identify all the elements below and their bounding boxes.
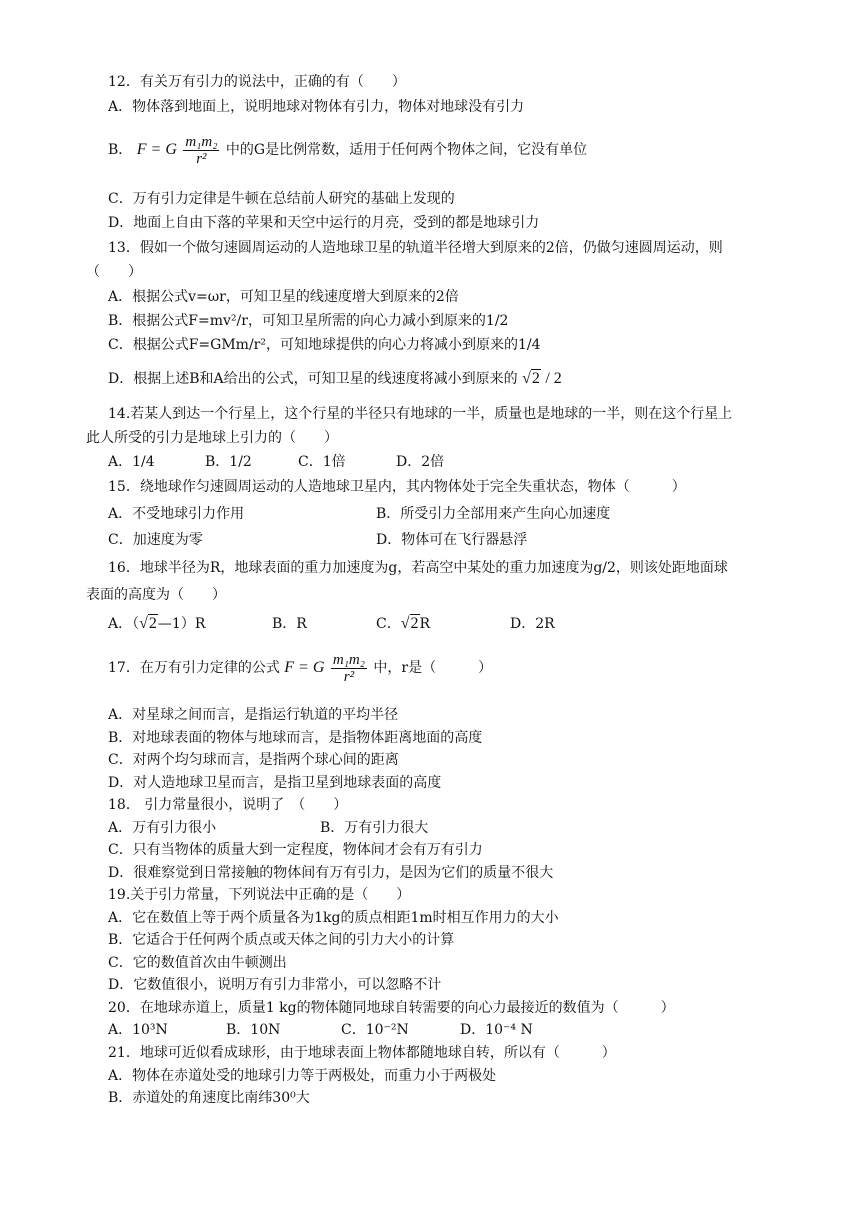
q16-option-c-label: C． — [376, 616, 401, 632]
q16-option-c-radicand: 2 — [410, 615, 419, 632]
q20-option-d: D．10⁻⁴ N — [460, 1022, 533, 1038]
q18-option-a: A．万有引力很小 — [108, 820, 217, 836]
q17-option-c: C．对两个均匀球而言，是指两个球心间的距离 — [108, 752, 399, 768]
q12-option-b-text: 中的G是比例常数，适用于任何两个物体之间，它没有单位 — [225, 142, 588, 158]
q18-option-b: B．万有引力很大 — [320, 820, 429, 836]
q19-option-c: C．它的数值首次由牛顿测出 — [108, 955, 287, 971]
q16-stem: 16．地球半径为R，地球表面的重力加速度为g，若高空中某处的重力加速度为g/2，则该处距地面球 — [108, 560, 728, 576]
q17-stem — [108, 646, 492, 690]
q14-stem: 14.若某人到达一个行星上，这个行星的半径只有地球的一半，质量也是地球的一半，则在这个行星上 — [108, 406, 733, 422]
q17-formula-lhs: F = G — [284, 659, 325, 676]
q12-formula-fraction — [183, 134, 219, 167]
q20-option-b: B．10N — [226, 1022, 281, 1038]
q13-stem-cont: （ ） — [86, 264, 142, 280]
q15-option-c: C．加速度为零 — [108, 532, 203, 548]
q16-option-b: B．R — [272, 616, 307, 632]
q16-option-d: D．2R — [510, 616, 555, 632]
q19-stem: 19.关于引力常量，下列说法中正确的是（ ） — [108, 887, 411, 903]
q16-stem-cont: 表面的高度为（ ） — [86, 587, 226, 603]
q17-formula-numerator: m₁m₂ — [332, 651, 365, 668]
q21-stem: 21．地球可近似看成球形，由于地球表面上物体都随地球自转，所以有（ ） — [108, 1045, 616, 1061]
q12-option-a: A．物体落到地面上，说明地球对物体有引力，物体对地球没有引力 — [108, 99, 525, 115]
q15-option-a: A．不受地球引力作用 — [108, 506, 245, 522]
q17-option-a: A．对星球之间而言，是指运行轨道的平均半径 — [108, 707, 399, 723]
q20-option-a: A．10³N — [108, 1022, 168, 1038]
q18-stem: 18． 引力常量很小，说明了 （ ） — [108, 797, 348, 813]
q13-sqrt: √2 — [522, 370, 540, 387]
q18-option-c: C．只有当物体的质量大到一定程度，物体间才会有万有引力 — [108, 842, 483, 858]
q14-option-d: D．2倍 — [396, 454, 445, 470]
q12-formula-numerator: m₁m₂ — [185, 133, 218, 150]
q12-option-b — [108, 128, 587, 172]
q17-stem-suffix: 中，r是（ ） — [373, 660, 493, 676]
q12-option-d: D．地面上自由下落的苹果和天空中运行的月亮，受到的都是地球引力 — [108, 215, 540, 231]
q16-option-c-text: R — [419, 616, 431, 632]
q16-option-c-sqrt: √2 — [400, 615, 419, 632]
q12-option-c: C．万有引力定律是牛顿在总结前人研究的基础上发现的 — [108, 191, 455, 207]
q19-option-d: D．它数值很小，说明万有引力非常小，可以忽略不计 — [108, 977, 442, 993]
q16-option-c — [376, 614, 430, 634]
q18-option-d: D．很难察觉到日常接触的物体间有万有引力，是因为它们的质量不很大 — [108, 865, 554, 881]
q13-option-d — [108, 369, 562, 389]
q17-option-d: D．对人造地球卫星而言，是指卫星到地球表面的高度 — [108, 775, 442, 791]
q12-formula-denominator: r² — [196, 150, 207, 167]
q16-option-a-label: A．（ — [108, 616, 140, 632]
q13-option-b: B．根据公式F=mv²/r，可知卫星所需的向心力减小到原来的1/2 — [108, 313, 509, 329]
q15-option-b: B．所受引力全部用来产生向心加速度 — [376, 506, 611, 522]
q13-sqrt-radicand: 2 — [531, 370, 540, 387]
q14-stem-cont: 此人所受的引力是地球上引力的（ ） — [86, 430, 338, 446]
q17-formula-denominator: r² — [343, 668, 355, 685]
q15-option-d: D．物体可在飞行器悬浮 — [376, 532, 528, 548]
q12-formula-lhs: F = G — [136, 141, 177, 158]
q19-option-b: B．它适合于任何两个质点或天体之间的引力大小的计算 — [108, 932, 455, 948]
q17-stem-text: 17．在万有引力定律的公式 — [108, 660, 280, 676]
q21-option-b: B．赤道处的角速度比南纬30⁰大 — [108, 1090, 310, 1106]
q16-option-a-sqrt: √2 — [139, 615, 157, 632]
q13-stem: 13．假如一个做匀速圆周运动的人造地球卫星的轨道半径增大到原来的2倍，仍做匀速圆周运动，则 — [108, 240, 723, 256]
q16-option-a-text: —1）R — [157, 616, 206, 632]
q14-option-c: C．1倍 — [298, 454, 346, 470]
q20-stem: 20．在地球赤道上，质量1 kg的物体随同地球自转需要的向心力最接近的数值为（ ） — [108, 1000, 675, 1016]
q20-option-c: C．10⁻²N — [341, 1022, 409, 1038]
q15-stem: 15．绕地球作匀速圆周运动的人造地球卫星内，其内物体处于完全失重状态，物体（ ） — [108, 479, 686, 495]
q13-option-d-text: D．根据上述B和A给出的公式，可知卫星的线速度将减小到原来的 — [108, 371, 518, 387]
q19-option-a: A．它在数值上等于两个质量各为1kg的质点相距1m时相互作用力的大小 — [108, 910, 559, 926]
q12-option-b-label: B． — [108, 142, 133, 158]
q16-option-a — [108, 614, 205, 634]
q16-option-a-radicand: 2 — [148, 615, 157, 632]
q21-option-a: A．物体在赤道处受的地球引力等于两极处，而重力小于两极处 — [108, 1068, 497, 1084]
q12-stem: 12．有关万有引力的说法中，正确的有（ ） — [108, 74, 406, 90]
q13-option-c: C．根据公式F=GMm/r²，可知地球提供的向心力将减小到原来的1/4 — [108, 337, 541, 353]
q13-divide: / 2 — [545, 370, 562, 387]
q13-option-a: A．根据公式v=ωr，可知卫星的线速度增大到原来的2倍 — [108, 289, 459, 305]
q14-option-b: B．1/2 — [205, 454, 252, 470]
q14-option-a: A．1/4 — [108, 454, 155, 470]
q17-formula-fraction — [331, 652, 367, 685]
q17-option-b: B．对地球表面的物体与地球而言，是指物体距离地面的高度 — [108, 730, 483, 746]
